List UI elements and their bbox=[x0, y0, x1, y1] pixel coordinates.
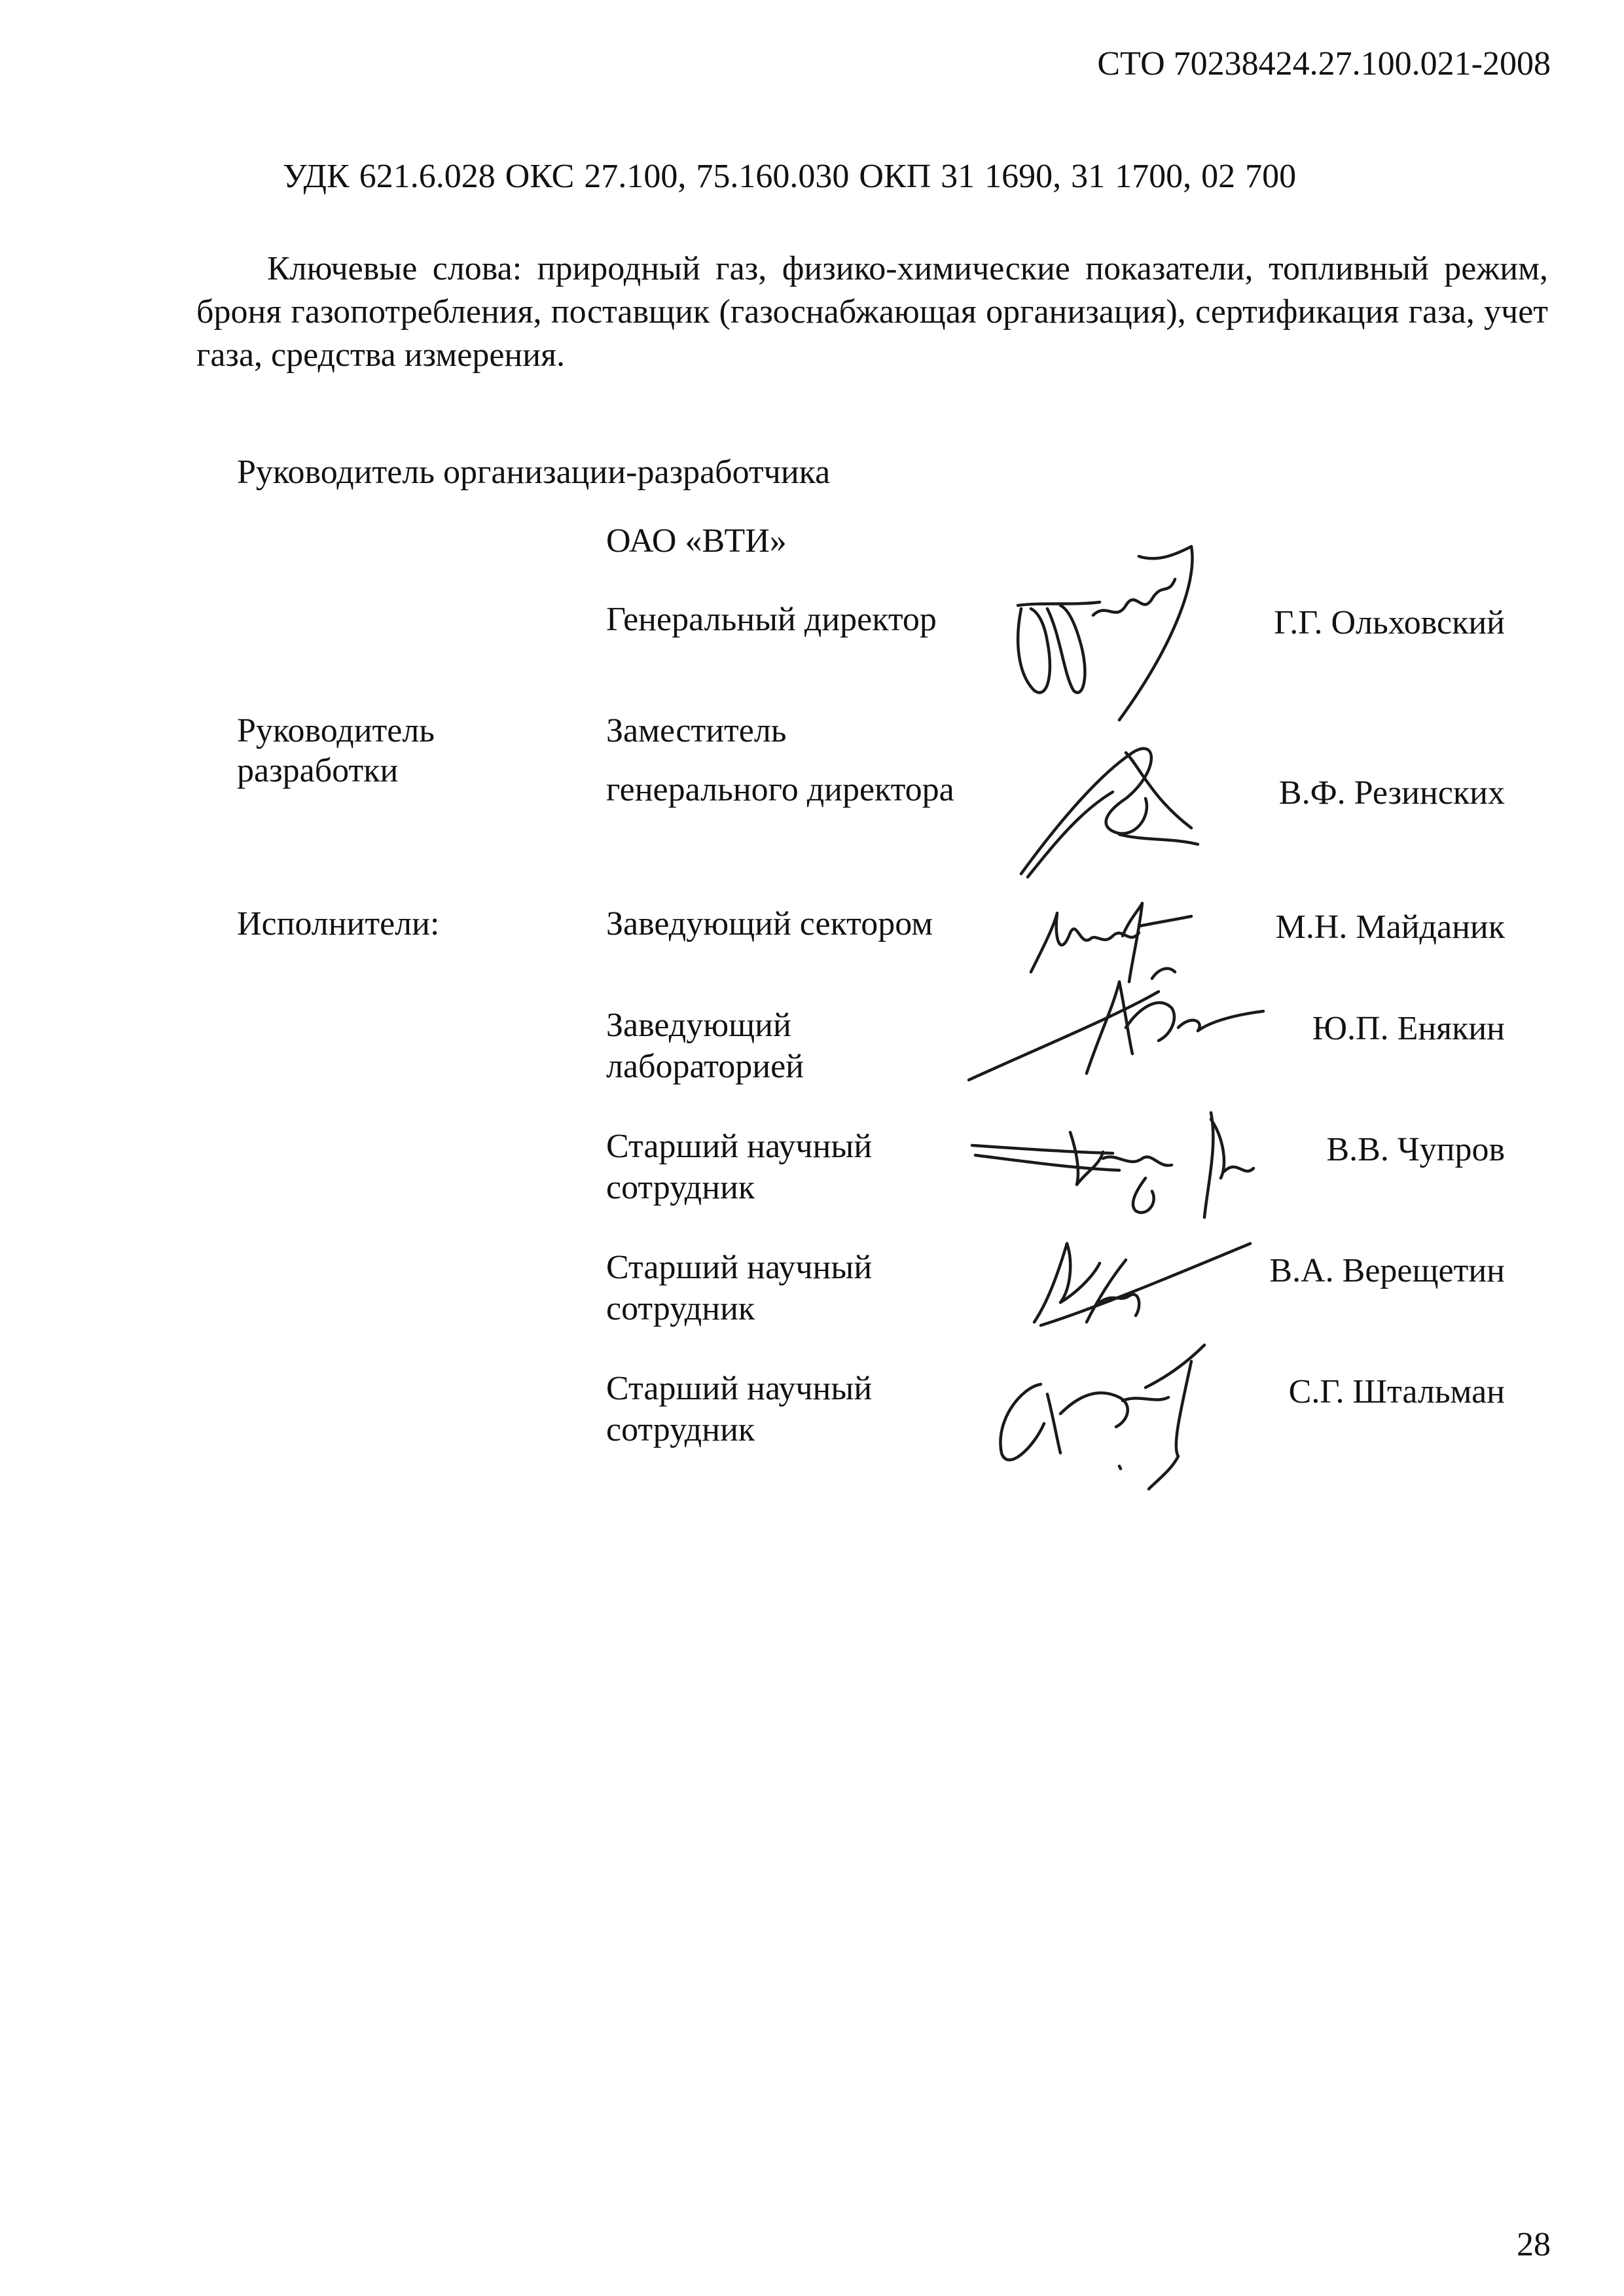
executor-5-position-line2: сотрудник bbox=[606, 1411, 755, 1448]
executor-2-position-line1: Заведующий bbox=[606, 1007, 791, 1044]
signature-executor-4 bbox=[1021, 1230, 1257, 1329]
executor-4-position-line2: сотрудник bbox=[606, 1290, 755, 1327]
approval-heading: Руководитель организации-разработчика bbox=[237, 454, 831, 491]
keywords-paragraph: Ключевые слова: природный газ, физико-химические показатели, топливный режим, броня газопотребления, поставщик (газоснабжающая организация), сертификация газа, учет газа, средства измерения. bbox=[196, 250, 1548, 374]
executor-1-name: М.Н. Майданик bbox=[1275, 908, 1505, 946]
organization-name: ОАО «ВТИ» bbox=[606, 522, 787, 560]
signature-executor-5 bbox=[982, 1342, 1224, 1492]
executor-3-name: В.В. Чупров bbox=[1326, 1131, 1505, 1168]
signature-director bbox=[1001, 543, 1198, 733]
page-number: 28 bbox=[1517, 2226, 1551, 2263]
lead-group-line2: разработки bbox=[237, 752, 399, 789]
director-position: Генеральный директор bbox=[606, 601, 937, 638]
executor-3-position-line2: сотрудник bbox=[606, 1169, 755, 1206]
executors-group-label: Исполнители: bbox=[237, 905, 440, 942]
document-code: СТО 70238424.27.100.021-2008 bbox=[1097, 45, 1551, 82]
director-name: Г.Г. Ольховский bbox=[1274, 604, 1505, 641]
executor-4-position-line1: Старший научный bbox=[606, 1249, 873, 1286]
lead-position-line1: Заместитель bbox=[606, 712, 787, 749]
signature-executor-3 bbox=[962, 1106, 1270, 1237]
lead-name: В.Ф. Резинских bbox=[1278, 774, 1505, 812]
lead-group-line1: Руководитель bbox=[237, 712, 435, 749]
lead-position-line2: генерального директора bbox=[606, 771, 954, 808]
executor-5-name: С.Г. Штальман bbox=[1288, 1373, 1505, 1410]
executor-2-position-line2: лабораторией bbox=[606, 1048, 804, 1085]
executor-5-position-line1: Старший научный bbox=[606, 1370, 873, 1407]
executor-2-name: Ю.П. Енякин bbox=[1312, 1010, 1505, 1047]
executor-3-position-line1: Старший научный bbox=[606, 1128, 873, 1165]
executor-1-position: Заведующий сектором bbox=[606, 905, 933, 942]
classification-codes: УДК 621.6.028 ОКС 27.100, 75.160.030 ОКП 31 1690, 31 1700, 02 700 bbox=[283, 158, 1297, 195]
signature-executor-2 bbox=[962, 956, 1270, 1086]
executor-4-name: В.А. Верещетин bbox=[1269, 1252, 1505, 1289]
signature-lead bbox=[1008, 726, 1218, 884]
